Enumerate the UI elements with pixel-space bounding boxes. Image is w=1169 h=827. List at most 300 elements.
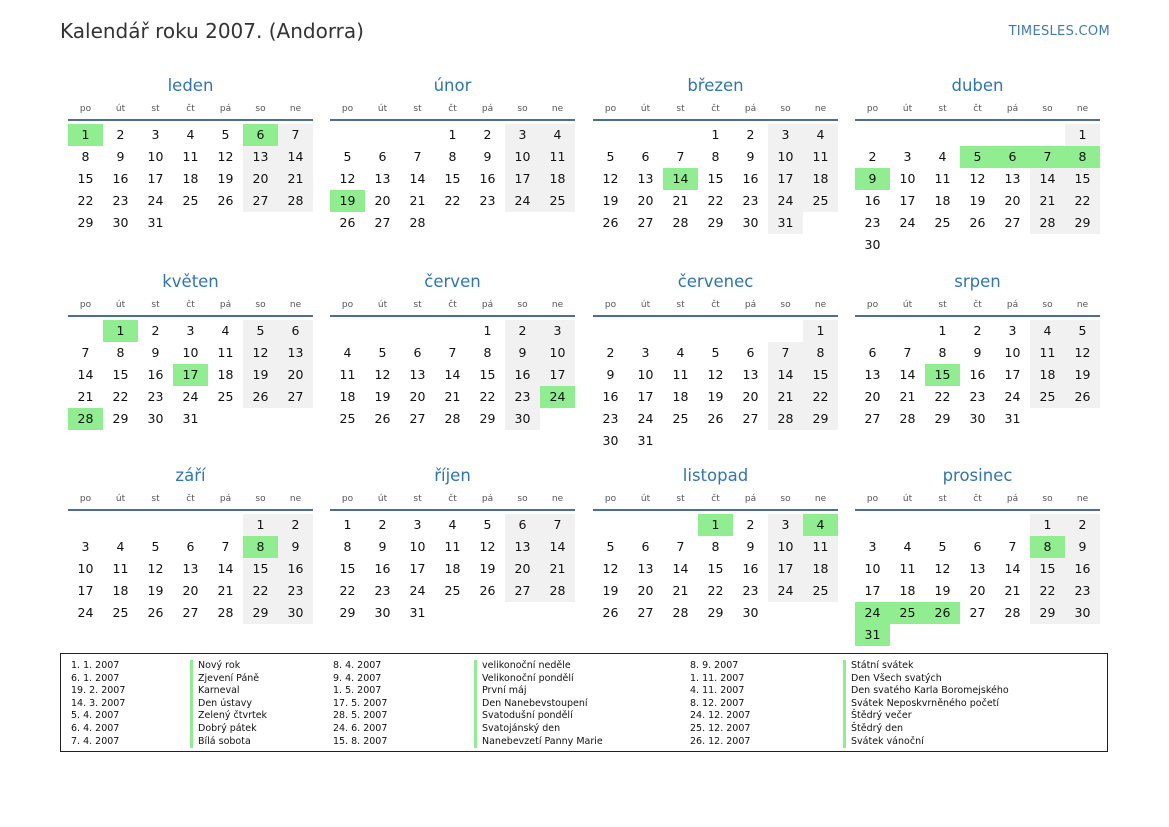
weekday-label: út	[115, 104, 126, 114]
day-cell: 14	[899, 367, 916, 382]
day-cell: 20	[182, 583, 199, 598]
day-cell: 5	[938, 539, 947, 554]
empty-cell	[103, 514, 138, 536]
day-cell: 9	[116, 149, 125, 164]
holiday-day-cell: 1	[68, 124, 103, 146]
empty-cell	[698, 320, 733, 342]
day-cell: 23	[278, 580, 313, 602]
day-cell: 2	[1065, 514, 1100, 536]
empty-cell	[208, 514, 243, 536]
weekday-label: st	[413, 300, 422, 310]
day-cell: 20	[742, 389, 759, 404]
day-cell: 28	[409, 215, 426, 230]
holiday-day-cell: 5	[960, 146, 995, 168]
legend-date: 24. 6. 2007	[333, 722, 388, 734]
day-cell: 5	[711, 345, 720, 360]
day-cell: 9	[606, 367, 615, 382]
day-cell: 18	[540, 168, 575, 190]
day-cell: 18	[112, 583, 129, 598]
day-cell: 7	[540, 514, 575, 536]
legend-holiday-name: Štědrý večer	[843, 710, 912, 723]
day-cell: 17	[505, 168, 540, 190]
day-cell: 3	[1008, 323, 1017, 338]
legend-holiday-name: Nanebevzetí Panny Marie	[474, 736, 603, 749]
day-cell: 28	[217, 605, 234, 620]
day-cell: 18	[934, 193, 951, 208]
day-cell: 13	[637, 561, 654, 576]
day-cell: 12	[707, 367, 724, 382]
day-cell: 6	[378, 149, 387, 164]
day-cell: 2	[378, 517, 387, 532]
day-cell: 23	[742, 193, 759, 208]
holiday-day-cell: 4	[803, 514, 838, 536]
legend-date: 8. 4. 2007	[333, 660, 382, 671]
weekday-label: út	[902, 104, 913, 114]
day-cell: 5	[378, 345, 387, 360]
day-cell: 6	[973, 539, 982, 554]
weekday-label: čt	[973, 104, 982, 114]
legend-row	[690, 660, 1020, 673]
day-cell: 30	[969, 411, 986, 426]
day-cell: 6	[505, 514, 540, 536]
weekday-label: st	[938, 494, 947, 504]
day-cell: 6	[868, 345, 877, 360]
day-cell: 29	[112, 411, 129, 426]
legend-row	[333, 673, 663, 686]
day-cell: 4	[540, 124, 575, 146]
day-cell: 23	[374, 583, 391, 598]
day-cell: 20	[505, 558, 540, 580]
weekday-label: čt	[711, 104, 720, 114]
legend-holiday-name: Den Nanebevstoupení	[474, 698, 588, 711]
weekday-label: út	[115, 494, 126, 504]
day-cell: 13	[409, 367, 426, 382]
legend-row	[690, 698, 1020, 711]
day-cell: 19	[934, 583, 951, 598]
day-cell: 8	[116, 345, 125, 360]
day-cell: 1	[243, 514, 278, 536]
day-cell: 3	[868, 539, 877, 554]
legend-date: 15. 8. 2007	[333, 735, 388, 747]
legend-date: 19. 2. 2007	[71, 685, 126, 697]
weekday-label: ne	[289, 494, 302, 504]
day-cell: 4	[803, 124, 838, 146]
legend-holiday-name: Svátek Neposkvrněného početí	[843, 698, 999, 711]
day-cell: 6	[278, 320, 313, 342]
day-cell: 31	[147, 215, 164, 230]
day-cell: 27	[278, 386, 313, 408]
day-cell: 11	[444, 539, 461, 554]
day-cell: 26	[602, 605, 619, 620]
weekday-label: ne	[814, 104, 827, 114]
day-cell: 24	[768, 190, 803, 212]
day-cell: 2	[868, 149, 877, 164]
month-1	[330, 74, 575, 234]
day-cell: 27	[637, 215, 654, 230]
day-cell: 16	[374, 561, 391, 576]
day-cell: 3	[768, 124, 803, 146]
weekday-label: pá	[219, 104, 232, 114]
holiday-day-cell: 6	[995, 146, 1030, 168]
day-cell: 16	[479, 171, 496, 186]
weekday-header	[855, 297, 1100, 317]
day-cell: 14	[672, 561, 689, 576]
month-name: březen	[687, 76, 744, 95]
day-cell: 18	[803, 558, 838, 580]
day-cell: 23	[1065, 580, 1100, 602]
day-cell: 3	[186, 323, 195, 338]
day-cell: 17	[864, 583, 881, 598]
day-cell: 1	[448, 127, 457, 142]
month-3	[855, 74, 1100, 256]
day-cell: 25	[182, 193, 199, 208]
weekday-label: po	[341, 104, 354, 114]
day-cell: 31	[1004, 411, 1021, 426]
empty-cell	[628, 124, 663, 146]
day-cell: 26	[969, 215, 986, 230]
holiday-day-cell: 24	[855, 602, 890, 624]
legend-date: 1. 11. 2007	[690, 672, 745, 684]
weekday-label: so	[1042, 104, 1053, 114]
weekday-label: út	[640, 300, 651, 310]
day-cell: 11	[182, 149, 199, 164]
day-cell: 13	[637, 171, 654, 186]
day-cell: 22	[444, 193, 461, 208]
day-cell: 9	[278, 536, 313, 558]
day-cell: 25	[803, 190, 838, 212]
legend-date: 8. 12. 2007	[690, 697, 745, 709]
day-cell: 9	[746, 539, 755, 554]
empty-cell	[173, 514, 208, 536]
day-cell: 27	[969, 605, 986, 620]
legend-holiday-name: velikonoční neděle	[474, 660, 571, 673]
holiday-day-cell: 17	[173, 364, 208, 386]
day-cell: 11	[934, 171, 951, 186]
day-cell: 21	[1030, 190, 1065, 212]
month-8	[68, 464, 313, 624]
day-cell: 21	[672, 583, 689, 598]
day-cell: 24	[77, 605, 94, 620]
empty-cell	[593, 320, 628, 342]
day-cell: 27	[864, 411, 881, 426]
day-cell: 30	[278, 602, 313, 624]
weekday-label: st	[676, 494, 685, 504]
day-cell: 5	[343, 149, 352, 164]
day-grid	[593, 514, 838, 624]
legend-row	[690, 710, 1020, 723]
day-cell: 8	[81, 149, 90, 164]
holiday-day-cell: 8	[1065, 146, 1100, 168]
day-cell: 6	[746, 345, 755, 360]
day-cell: 14	[278, 146, 313, 168]
day-cell: 29	[803, 408, 838, 430]
day-cell: 24	[637, 411, 654, 426]
day-cell: 22	[112, 389, 129, 404]
legend-date: 1. 5. 2007	[333, 685, 382, 697]
day-cell: 12	[147, 561, 164, 576]
day-cell: 10	[768, 146, 803, 168]
day-cell: 13	[1004, 171, 1021, 186]
holiday-day-cell: 7	[1030, 146, 1065, 168]
day-cell: 16	[742, 171, 759, 186]
day-cell: 17	[147, 171, 164, 186]
weekday-header	[593, 297, 838, 317]
weekday-header	[68, 297, 313, 317]
weekday-label: so	[255, 300, 266, 310]
day-cell: 11	[540, 146, 575, 168]
day-cell: 23	[479, 193, 496, 208]
empty-cell	[925, 124, 960, 146]
weekday-label: ne	[1076, 494, 1089, 504]
weekday-label: st	[938, 104, 947, 114]
day-cell: 26	[217, 193, 234, 208]
holiday-day-cell: 26	[925, 602, 960, 624]
day-cell: 27	[1004, 215, 1021, 230]
day-cell: 28	[1030, 212, 1065, 234]
legend-holiday-name: Den svatého Karla Boromejského	[843, 685, 1009, 698]
day-cell: 20	[243, 168, 278, 190]
month-name: prosinec	[942, 466, 1013, 485]
day-cell: 28	[278, 190, 313, 212]
day-cell: 14	[444, 367, 461, 382]
day-cell: 28	[672, 605, 689, 620]
legend-date: 6. 1. 2007	[71, 672, 120, 684]
weekday-label: pá	[744, 300, 757, 310]
day-cell: 7	[413, 149, 422, 164]
day-cell: 27	[409, 411, 426, 426]
weekday-header	[855, 101, 1100, 121]
day-grid	[855, 514, 1100, 646]
day-cell: 4	[903, 539, 912, 554]
day-cell: 16	[969, 367, 986, 382]
day-cell: 28	[540, 580, 575, 602]
day-cell: 17	[1004, 367, 1021, 382]
weekday-label: pá	[744, 104, 757, 114]
weekday-label: ne	[289, 104, 302, 114]
legend-holiday-name: Štědrý den	[843, 723, 903, 736]
weekday-label: so	[517, 300, 528, 310]
empty-cell	[855, 514, 890, 536]
holiday-day-cell: 6	[243, 124, 278, 146]
day-cell: 4	[1030, 320, 1065, 342]
legend-row	[690, 723, 1020, 736]
day-grid	[593, 320, 838, 452]
day-cell: 8	[711, 539, 720, 554]
day-cell: 10	[864, 561, 881, 576]
empty-cell	[330, 124, 365, 146]
day-cell: 23	[602, 411, 619, 426]
day-cell: 28	[444, 411, 461, 426]
weekday-label: ne	[814, 300, 827, 310]
empty-cell	[890, 320, 925, 342]
empty-cell	[435, 320, 470, 342]
weekday-label: ne	[1076, 104, 1089, 114]
day-cell: 15	[112, 367, 129, 382]
day-cell: 11	[803, 146, 838, 168]
day-cell: 29	[339, 605, 356, 620]
empty-cell	[768, 320, 803, 342]
empty-cell	[663, 514, 698, 536]
weekday-label: ne	[551, 494, 564, 504]
holiday-day-cell: 25	[890, 602, 925, 624]
day-cell: 25	[803, 580, 838, 602]
empty-cell	[890, 124, 925, 146]
day-cell: 4	[221, 323, 230, 338]
day-grid	[330, 320, 575, 430]
month-11	[855, 464, 1100, 646]
empty-cell	[663, 124, 698, 146]
day-cell: 20	[1004, 193, 1021, 208]
day-cell: 21	[768, 386, 803, 408]
weekday-label: čt	[186, 494, 195, 504]
weekday-label: ne	[289, 300, 302, 310]
month-name: říjen	[434, 466, 471, 485]
day-cell: 14	[540, 536, 575, 558]
day-cell: 7	[1008, 539, 1017, 554]
day-cell: 2	[151, 323, 160, 338]
day-cell: 19	[602, 583, 619, 598]
day-cell: 21	[409, 193, 426, 208]
day-cell: 19	[1065, 364, 1100, 386]
day-cell: 27	[243, 190, 278, 212]
weekday-header	[68, 491, 313, 511]
holiday-day-cell: 15	[925, 364, 960, 386]
legend-date: 14. 3. 2007	[71, 697, 126, 709]
brand-link[interactable]: TIMESLES.COM	[1008, 24, 1110, 39]
day-cell: 22	[77, 193, 94, 208]
day-cell: 8	[938, 345, 947, 360]
day-cell: 22	[707, 583, 724, 598]
weekday-label: st	[938, 300, 947, 310]
month-name: duben	[951, 76, 1004, 95]
day-grid	[68, 320, 313, 430]
weekday-label: st	[151, 300, 160, 310]
day-cell: 15	[444, 171, 461, 186]
weekday-label: pá	[219, 300, 232, 310]
day-cell: 11	[217, 345, 234, 360]
weekday-label: st	[676, 104, 685, 114]
day-cell: 10	[409, 539, 426, 554]
empty-cell	[400, 320, 435, 342]
legend-date: 26. 12. 2007	[690, 735, 751, 747]
day-cell: 3	[505, 124, 540, 146]
day-cell: 14	[217, 561, 234, 576]
legend-holiday-name: Svátek vánoční	[843, 736, 924, 749]
day-cell: 19	[243, 364, 278, 386]
day-cell: 10	[77, 561, 94, 576]
day-cell: 18	[899, 583, 916, 598]
empty-cell	[593, 124, 628, 146]
weekday-label: po	[341, 300, 354, 310]
day-cell: 30	[742, 605, 759, 620]
month-7	[855, 270, 1100, 430]
empty-cell	[925, 514, 960, 536]
day-cell: 1	[483, 323, 492, 338]
weekday-header	[855, 491, 1100, 511]
weekday-label: út	[640, 104, 651, 114]
day-cell: 20	[637, 193, 654, 208]
day-cell: 20	[969, 583, 986, 598]
legend-date: 24. 12. 2007	[690, 710, 751, 722]
day-cell: 26	[1065, 386, 1100, 408]
day-cell: 16	[505, 364, 540, 386]
day-cell: 25	[217, 389, 234, 404]
weekday-label: čt	[186, 300, 195, 310]
day-cell: 18	[672, 389, 689, 404]
day-cell: 20	[637, 583, 654, 598]
day-cell: 7	[221, 539, 230, 554]
legend-holiday-name: Nový rok	[190, 660, 240, 673]
day-cell: 9	[378, 539, 387, 554]
day-cell: 17	[637, 389, 654, 404]
day-cell: 6	[186, 539, 195, 554]
empty-cell	[628, 320, 663, 342]
day-cell: 3	[151, 127, 160, 142]
day-cell: 12	[934, 561, 951, 576]
day-cell: 23	[969, 389, 986, 404]
day-cell: 26	[707, 411, 724, 426]
day-cell: 17	[899, 193, 916, 208]
holiday-day-cell: 19	[330, 190, 365, 212]
day-cell: 30	[374, 605, 391, 620]
day-cell: 29	[479, 411, 496, 426]
day-cell: 17	[768, 168, 803, 190]
day-cell: 31	[768, 212, 803, 234]
day-cell: 25	[112, 605, 129, 620]
weekday-label: pá	[219, 494, 232, 504]
day-cell: 2	[973, 323, 982, 338]
day-cell: 21	[278, 168, 313, 190]
day-cell: 6	[641, 149, 650, 164]
day-cell: 20	[278, 364, 313, 386]
day-cell: 29	[77, 215, 94, 230]
weekday-label: po	[604, 300, 617, 310]
holiday-day-cell: 9	[855, 168, 890, 190]
day-cell: 12	[243, 342, 278, 364]
day-cell: 3	[768, 514, 803, 536]
weekday-label: út	[377, 494, 388, 504]
day-cell: 4	[186, 127, 195, 142]
weekday-label: po	[79, 300, 92, 310]
day-cell: 25	[934, 215, 951, 230]
day-cell: 5	[1065, 320, 1100, 342]
day-cell: 20	[864, 389, 881, 404]
weekday-label: čt	[448, 494, 457, 504]
holiday-legend	[60, 653, 1108, 752]
legend-date: 7. 4. 2007	[71, 735, 120, 747]
weekday-label: út	[377, 300, 388, 310]
day-cell: 11	[672, 367, 689, 382]
weekday-label: ne	[551, 300, 564, 310]
day-cell: 23	[864, 215, 881, 230]
day-cell: 29	[707, 215, 724, 230]
day-cell: 10	[637, 367, 654, 382]
empty-cell	[995, 124, 1030, 146]
weekday-header	[330, 491, 575, 511]
day-cell: 7	[278, 124, 313, 146]
weekday-label: po	[79, 104, 92, 114]
month-5	[330, 270, 575, 430]
day-cell: 25	[1030, 386, 1065, 408]
month-2	[593, 74, 838, 234]
empty-cell	[628, 514, 663, 536]
day-cell: 8	[483, 345, 492, 360]
day-cell: 3	[81, 539, 90, 554]
weekday-label: so	[780, 104, 791, 114]
day-cell: 16	[278, 558, 313, 580]
day-grid	[68, 124, 313, 234]
legend-date: 28. 5. 2007	[333, 710, 388, 722]
